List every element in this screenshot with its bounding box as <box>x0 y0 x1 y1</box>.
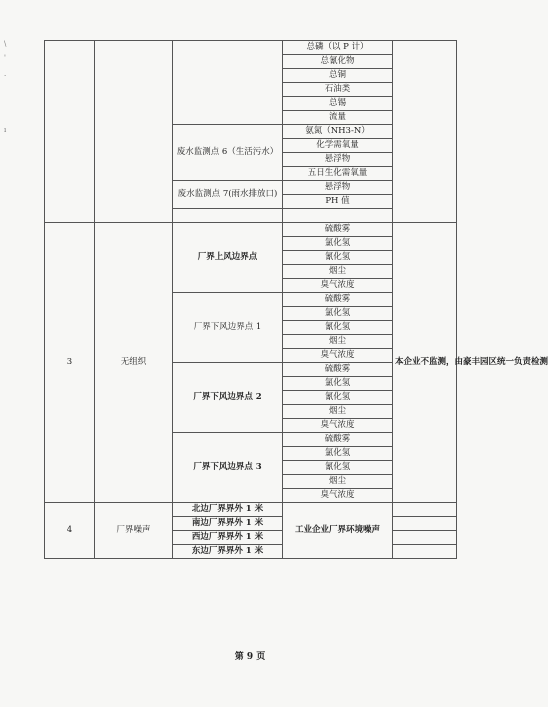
pollutant-cell: 总磷（以 P 计） <box>283 41 393 55</box>
pollutant-cell: 氯化氢 <box>283 307 393 321</box>
table-row <box>45 41 457 55</box>
monitoring-point-cell: 西边厂界界外 1 米 <box>173 531 283 545</box>
pollutant-cell: 烟尘 <box>283 335 393 349</box>
pollutant-cell: 悬浮物 <box>283 181 393 195</box>
pollutant-cell: 氰化氢 <box>283 251 393 265</box>
scan-margin-marks: \ ' . ı <box>4 40 7 134</box>
pollutant-cell: 臭气浓度 <box>283 489 393 503</box>
pollutant-cell: 烟尘 <box>283 475 393 489</box>
monitoring-point-cell: 废水监测点 7(雨水排放口) <box>173 181 283 209</box>
page-number: 第 9 页 <box>234 652 266 662</box>
monitoring-point-cell: 废水监测点 6（生活污水） <box>173 125 283 181</box>
pollutant-cell: 臭气浓度 <box>283 419 393 433</box>
pollutant-cell: 氯化氢 <box>283 447 393 461</box>
pollutant-cell: 臭气浓度 <box>283 349 393 363</box>
pollutant-cell: 石油类 <box>283 83 393 97</box>
pollutant-cell: 硫酸雾 <box>283 433 393 447</box>
monitoring-point-cell: 厂界下风边界点 2 <box>173 363 283 433</box>
pollutant-cell: 氯化氢 <box>283 377 393 391</box>
category-cell: 无组织 <box>95 223 173 503</box>
pollutant-cell: 氯化氢 <box>283 237 393 251</box>
pollutant-cell: 硫酸雾 <box>283 223 393 237</box>
pollutant-cell: 烟尘 <box>283 405 393 419</box>
pollutant-cell: 五日生化需氧量 <box>283 167 393 181</box>
item-number: 4 <box>45 503 95 559</box>
pollutant-cell: 氰化氢 <box>283 391 393 405</box>
pollutant-cell: 工业企业厂界环境噪声 <box>283 503 393 559</box>
pollutant-cell: 臭气浓度 <box>283 279 393 293</box>
monitoring-table <box>44 40 548 559</box>
pollutant-cell: 氨氮（NH3-N） <box>283 125 393 139</box>
monitoring-point-cell: 北边厂界界外 1 米 <box>173 503 283 517</box>
pollutant-cell: 氰化氢 <box>283 321 393 335</box>
pollutant-cell: PH 值 <box>283 195 393 209</box>
monitoring-point-cell: 厂界下风边界点 3 <box>173 433 283 503</box>
remark-cell: 本企业不监测，由豪丰园区统一负责检测 <box>393 223 457 503</box>
pollutant-cell: 化学需氧量 <box>283 139 393 153</box>
pollutant-cell: 氰化氢 <box>283 461 393 475</box>
pollutant-cell: 总铜 <box>283 69 393 83</box>
monitoring-point-cell: 厂界下风边界点 1 <box>173 293 283 363</box>
table-row <box>45 503 457 517</box>
pollutant-cell: 硫酸雾 <box>283 363 393 377</box>
table-row <box>45 223 457 237</box>
item-number: 3 <box>45 223 95 503</box>
pollutant-cell: 悬浮物 <box>283 153 393 167</box>
monitoring-point-cell: 东边厂界界外 1 米 <box>173 545 283 559</box>
pollutant-cell: 硫酸雾 <box>283 293 393 307</box>
category-cell: 厂界噪声 <box>95 503 173 559</box>
monitoring-point-cell: 南边厂界界外 1 米 <box>173 517 283 531</box>
pollutant-cell: 流量 <box>283 111 393 125</box>
monitoring-point-cell: 厂界上风边界点 <box>173 223 283 293</box>
pollutant-cell: 烟尘 <box>283 265 393 279</box>
pollutant-cell: 总氰化物 <box>283 55 393 69</box>
pollutant-cell: 总锡 <box>283 97 393 111</box>
